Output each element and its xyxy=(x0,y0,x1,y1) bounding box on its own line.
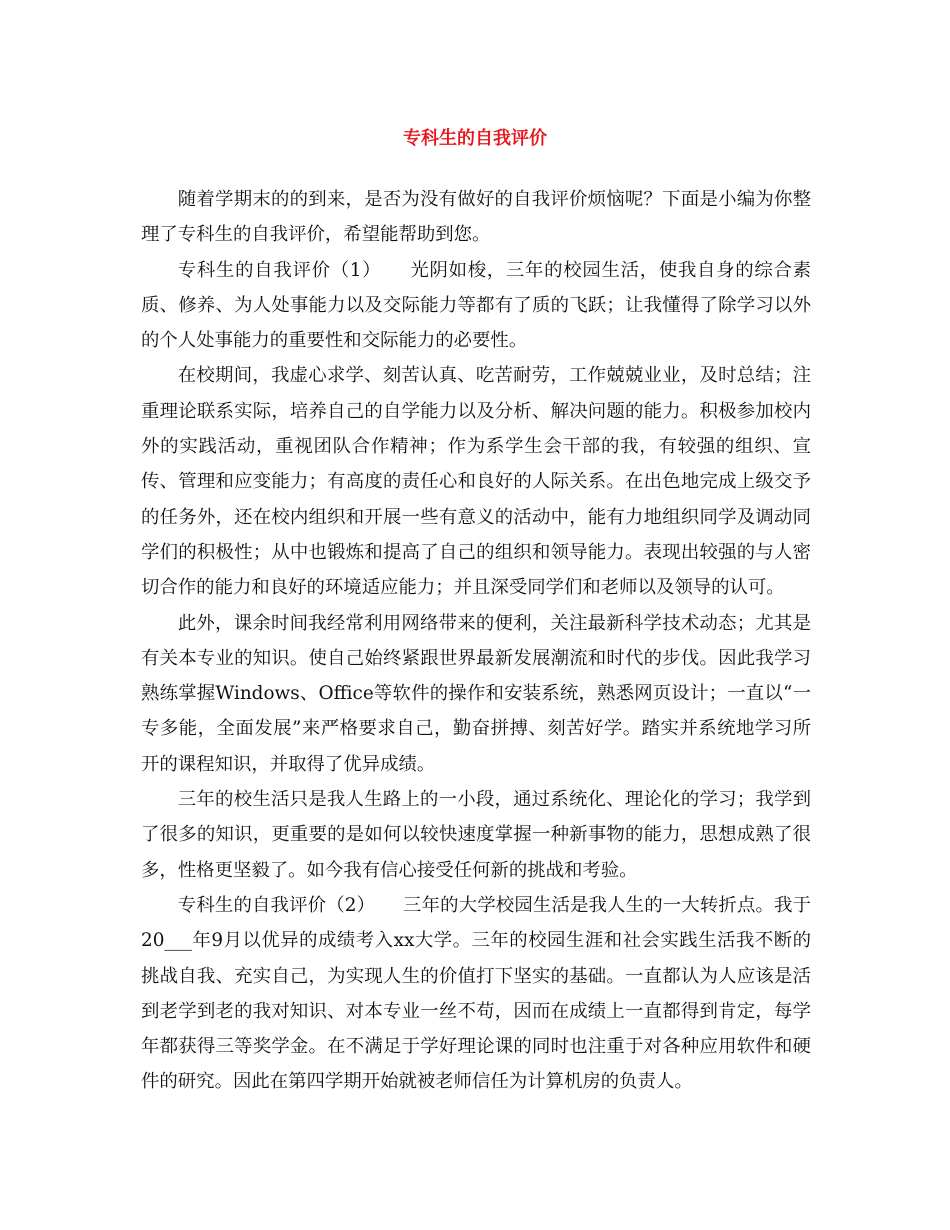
paragraph-intro: 随着学期末的的到来，是否为没有做好的自我评价烦恼呢？下面是小编为你整理了专科生的自我评价，希望能帮助到您。 xyxy=(141,189,811,246)
paragraph-school-period: 在校期间，我虚心求学、刻苦认真、吃苦耐劳，工作兢兢业业，及时总结；注重理论联系实际，培养自己的自学能力以及分析、解决问题的能力。积极参加校内外的实践活动，重视团队合作精神；作为系学生会干部的我，有较强的组织、宣传、管理和应变能力；有高度的责任心和良好的人际关系。在出色地完成上级交予的任务外，还在校内组织和开展一些有意义的活动中，能有力地组织同学及调动同学们的积极性；从中也锻炼和提高了自己的组织和领导能力。表现出较强的与人密切合作的能力和良好的环境适应能力；并且深受同学们和老师以及领导的认可。 xyxy=(141,365,811,599)
document-title: 专科生的自我评价 xyxy=(403,128,547,149)
paragraph-evaluation-2: 专科生的自我评价（2） 三年的大学校园生活是我人生的一大转折点。我于20___年9月以优异的成绩考入xx大学。三年的校园生涯和社会实践生活我不断的挑战自我、充实自己，为实现人生的价值打下坚实的基础。一直都认为人应该是活到老学到老的我对知识、对本专业一丝不苟，因而在成绩上一直都得到肯定，每学年都获得三等奖学金。在不满足于学好理论课的同时也注重于对各种应用软件和硬件的研究。因此在第四学期开始就被老师信任为计算机房的负责人。 xyxy=(141,894,811,1093)
document-body xyxy=(141,182,811,1100)
paragraph-evaluation-1: 专科生的自我评价（1） 光阴如梭，三年的校园生活，使我自身的综合素质、修养、为人处事能力以及交际能力等都有了质的飞跃；让我懂得了除学习以外的个人处事能力的重要性和交际能力的必要性。 xyxy=(141,259,811,352)
paragraph-extracurricular: 此外，课余时间我经常利用网络带来的便利，关注最新科学技术动态；尤其是有关本专业的知识。使自己始终紧跟世界最新发展潮流和时代的步伐。因此我学习熟练掌握Windows、Office等软件的操作和安装系统，熟悉网页设计；一直以“一专多能，全面发展”来严格要求自己，勤奋拼搏、刻苦好学。踏实并系统地学习所开的课程知识，并取得了优异成绩。 xyxy=(141,612,811,775)
paragraph-three-years: 三年的校生活只是我人生路上的一小段，通过系统化、理论化的学习；我学到了很多的知识，更重要的是如何以较快速度掌握一种新事物的能力，思想成熟了很多，性格更坚毅了。如今我有信心接受任何新的挑战和考验。 xyxy=(141,789,811,881)
